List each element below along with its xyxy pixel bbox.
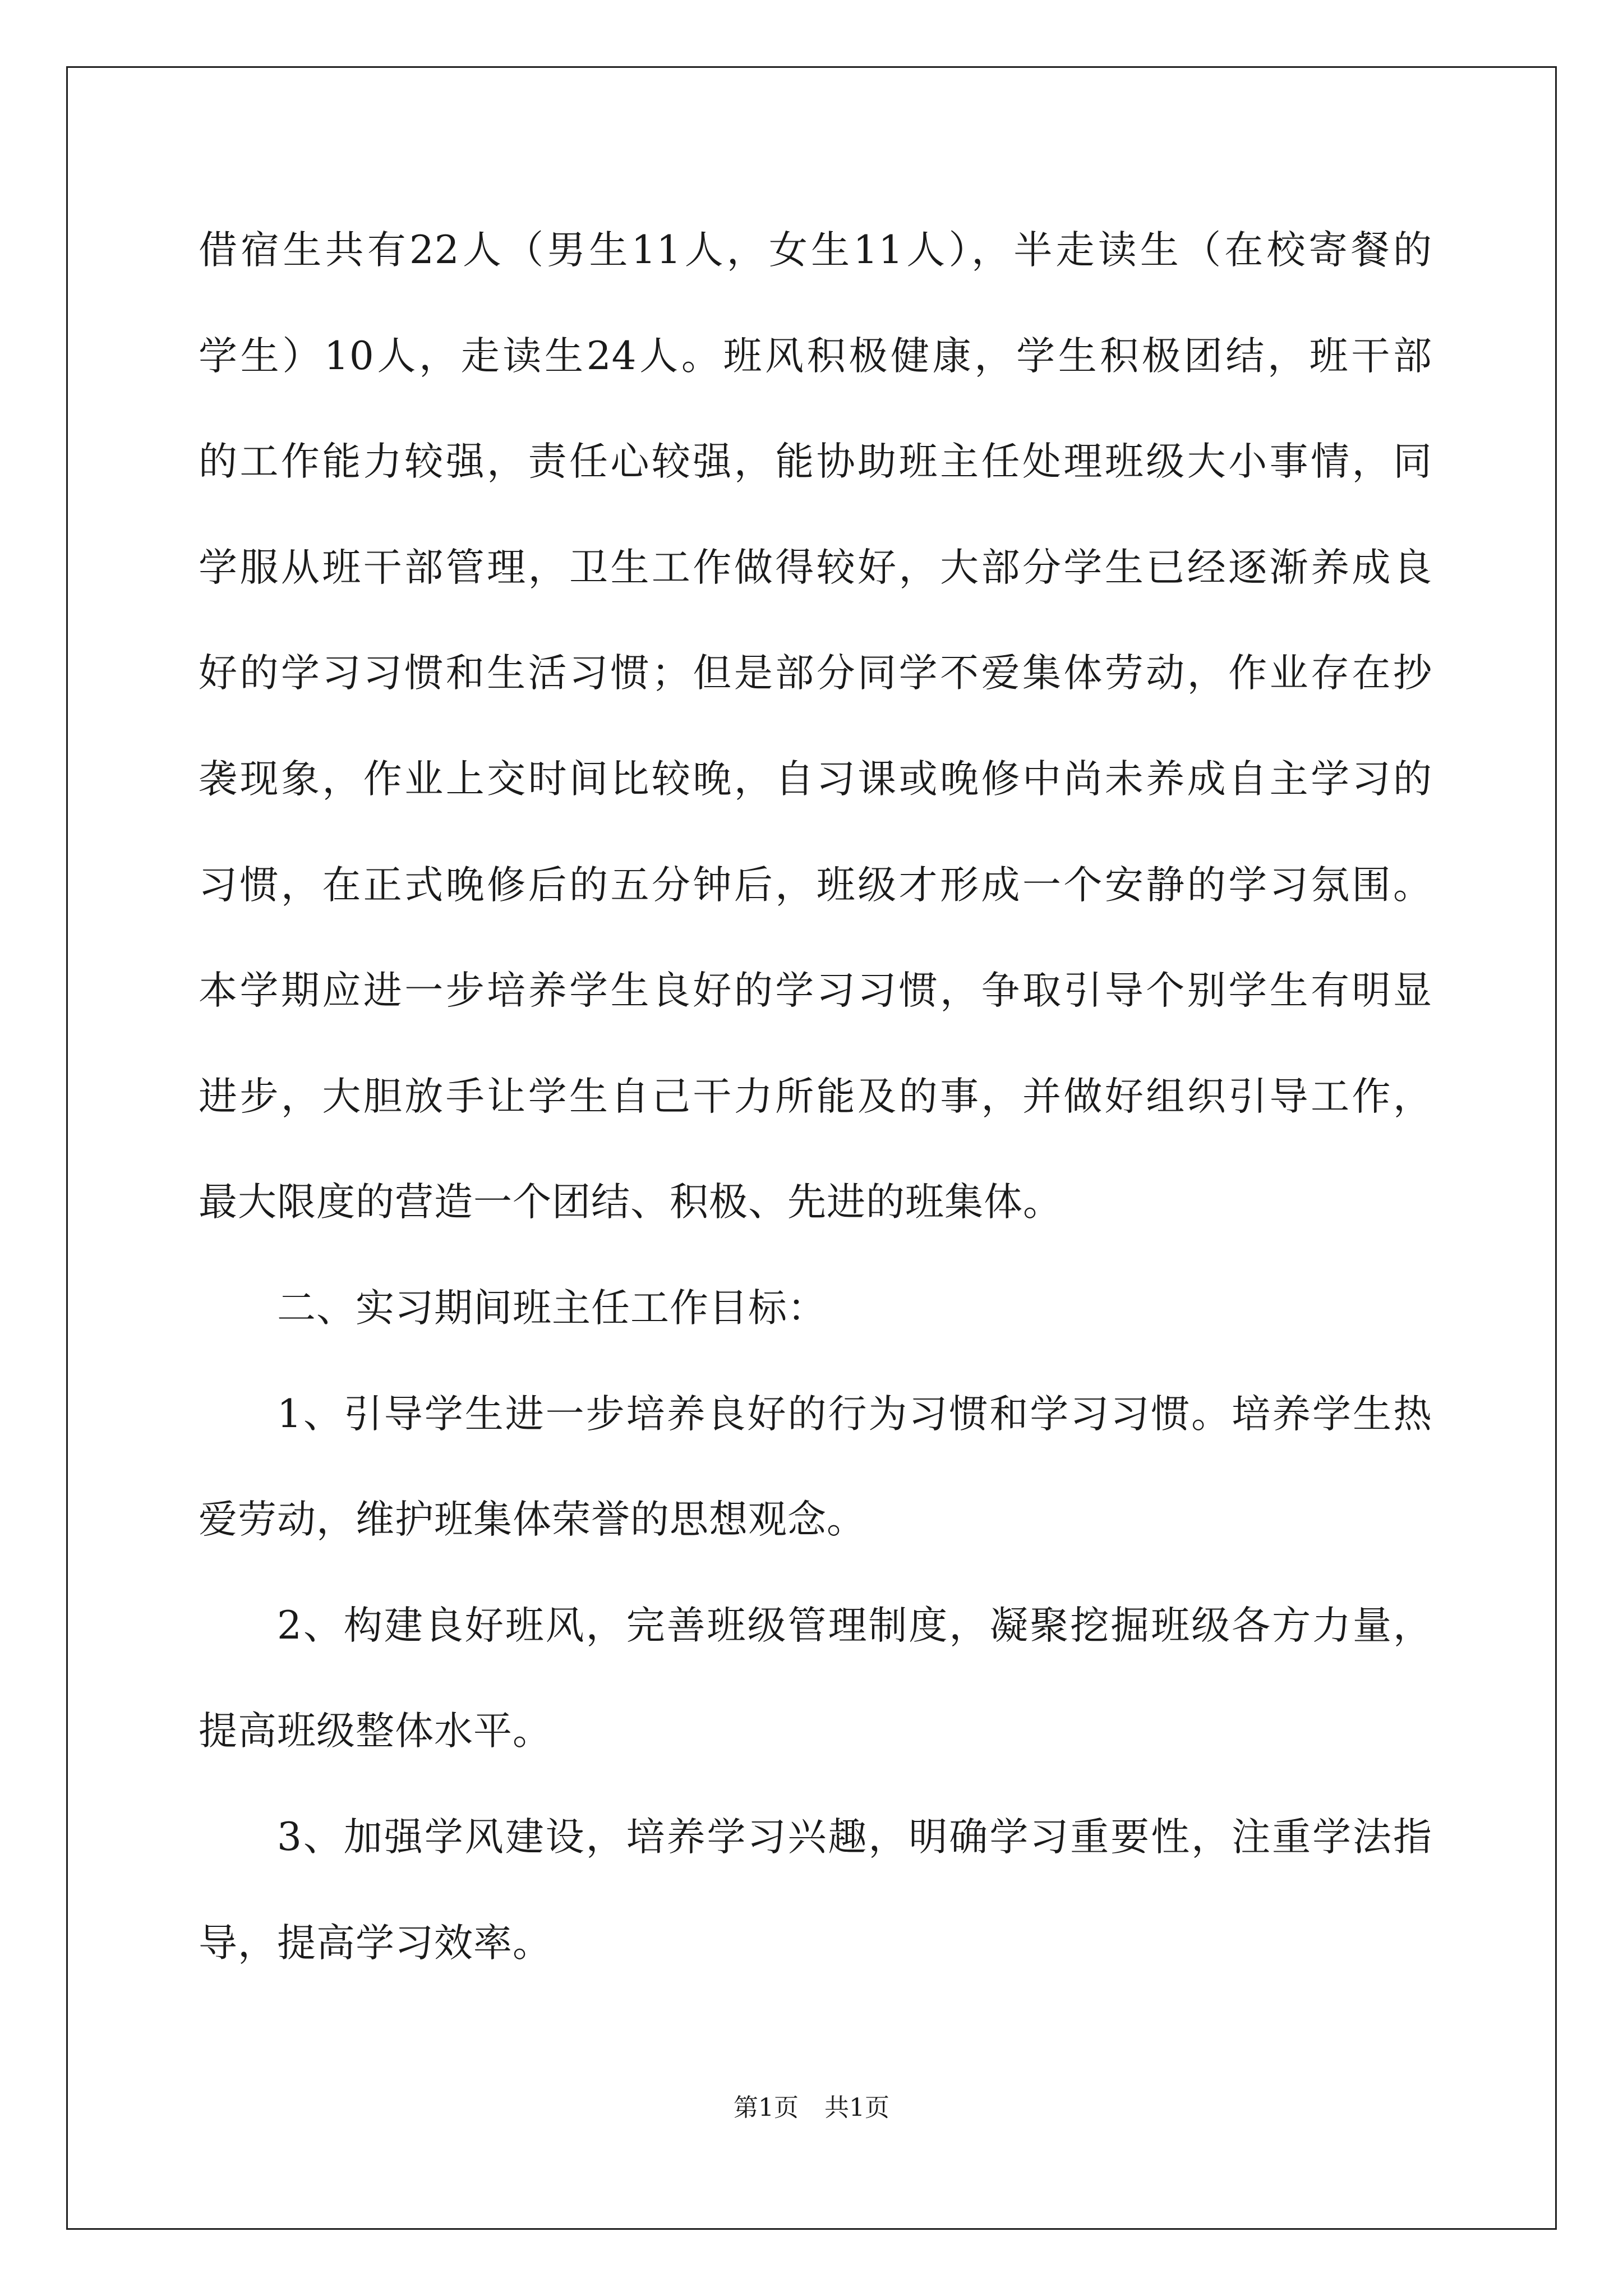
section-heading: 二、实习期间班主任工作目标： xyxy=(277,1285,827,1331)
text-line: 借宿生共有22人（男生11人，女生11人），半走读生（在校寄餐的 xyxy=(199,228,1432,273)
text-line: 导，提高学习效率。 xyxy=(199,1920,552,1966)
text-line: 1、引导学生进一步培养良好的行为习惯和学习习惯。培养学生热 xyxy=(277,1391,1432,1437)
page-total: 共1页 xyxy=(824,2093,889,2122)
text-line: 最大限度的营造一个团结、积极、先进的班集体。 xyxy=(199,1180,1062,1225)
text-line: 2、构建良好班风，完善班级管理制度，凝聚挖掘班级各方力量， xyxy=(277,1603,1432,1648)
text-line: 好的学习习惯和生活习惯；但是部分同学不爱集体劳动，作业存在抄 xyxy=(199,651,1432,696)
page-number: 第1页 xyxy=(734,2093,799,2122)
document-body xyxy=(199,197,1432,1996)
text-line: 进步，大胆放手让学生自己干力所能及的事，并做好组织引导工作， xyxy=(199,1074,1432,1119)
text-line: 提高班级整体水平。 xyxy=(199,1709,552,1754)
text-line: 的工作能力较强，责任心较强，能协助班主任处理班级大小事情，同 xyxy=(199,439,1432,485)
text-line: 3、加强学风建设，培养学习兴趣，明确学习重要性，注重学法指 xyxy=(277,1814,1432,1860)
text-line: 袭现象，作业上交时间比较晚，自习课或晚修中尚未养成自主学习的 xyxy=(199,756,1432,802)
text-line: 爱劳动，维护班集体荣誉的思想观念。 xyxy=(199,1497,866,1543)
page-footer xyxy=(0,2091,1623,2125)
text-line: 习惯，在正式晚修后的五分钟后，班级才形成一个安静的学习氛围。 xyxy=(199,862,1432,908)
text-line: 学服从班干部管理，卫生工作做得较好，大部分学生已经逐渐养成良 xyxy=(199,545,1432,590)
text-line: 本学期应进一步培养学生良好的学习习惯，争取引导个别学生有明显 xyxy=(199,968,1432,1014)
text-line: 学生）10人，走读生24人。班风积极健康，学生积极团结，班干部 xyxy=(199,333,1432,379)
